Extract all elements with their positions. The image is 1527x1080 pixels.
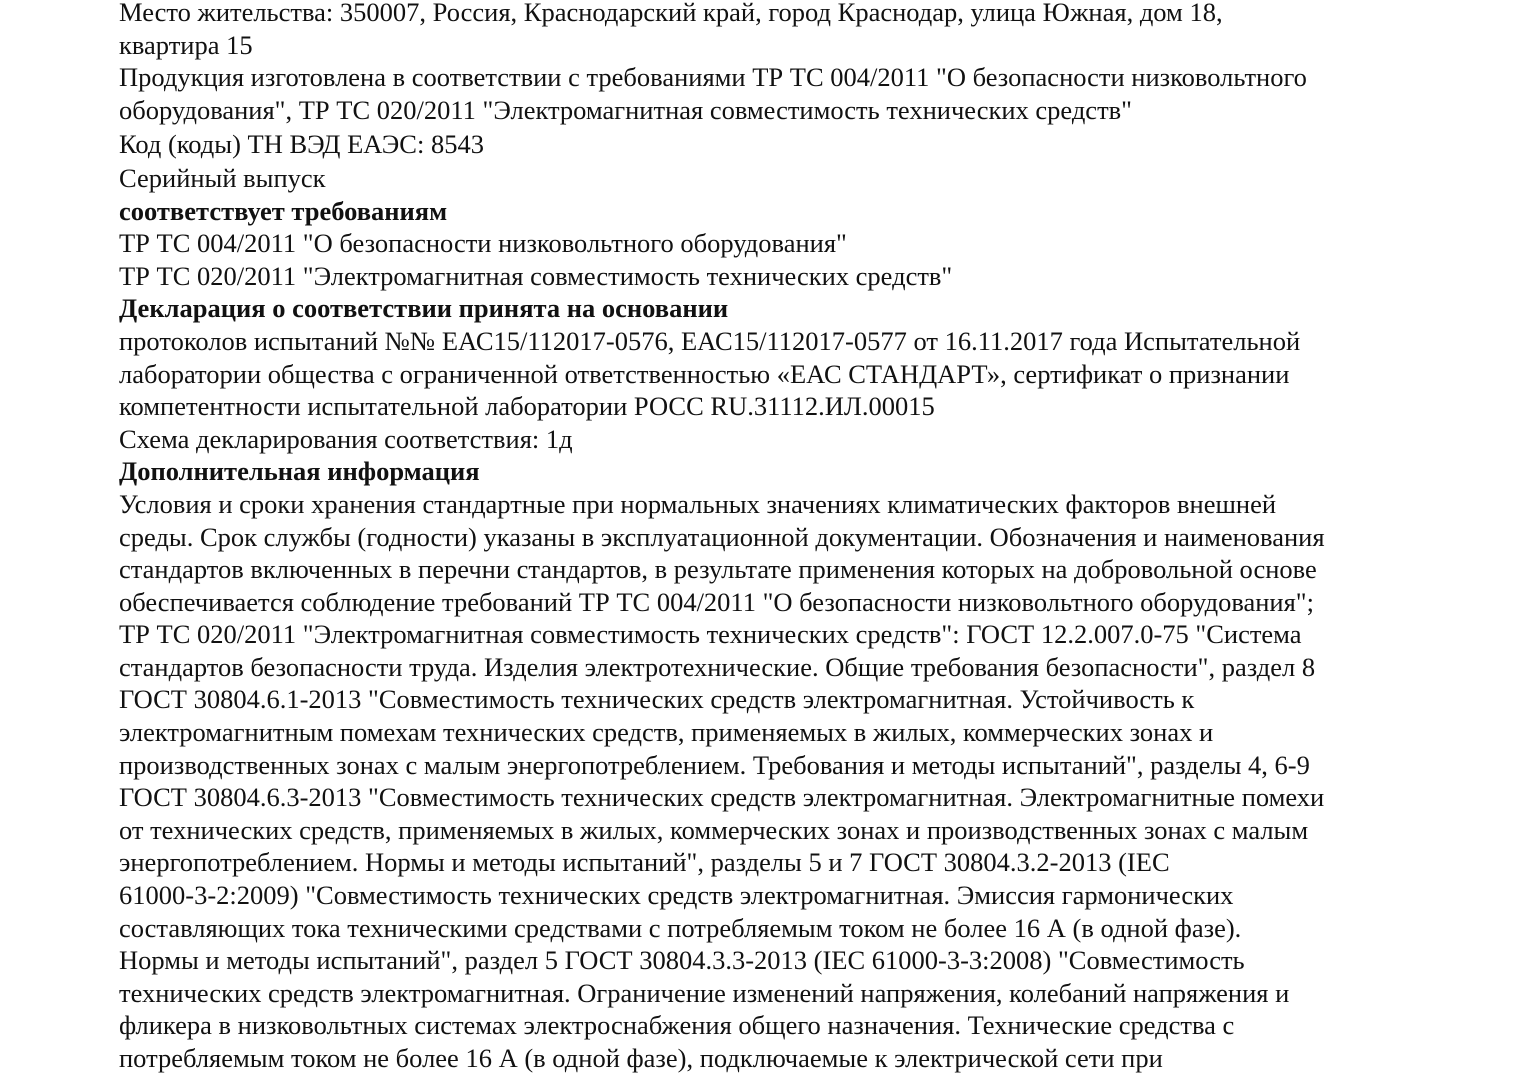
residence-line-1: Место жительства: 350007, Россия, Краснодарский край, город Краснодар, улица Южная, дом 18, bbox=[119, 0, 1223, 27]
basis-line-1: протоколов испытаний №№ ЕАС15/112017-0576, ЕАС15/112017-0577 от 16.11.2017 года Испытательной bbox=[119, 325, 1301, 356]
additional-line-6: стандартов безопасности труда. Изделия электротехнические. Общие требования безопасности", раздел 8 bbox=[119, 651, 1316, 682]
requirement-line-2: ТР ТС 020/2011 "Электромагнитная совместимость технических средств" bbox=[119, 260, 953, 291]
additional-line-17: фликера в низковольтных системах электроснабжения общего назначения. Технические средства с bbox=[119, 1010, 1235, 1041]
heading-additional-info: Дополнительная информация bbox=[119, 456, 480, 487]
additional-line-12: энергопотреблением. Нормы и методы испытаний", разделы 5 и 7 ГОСТ 30804.3.2-2013 (IEC bbox=[119, 847, 1170, 878]
basis-line-2: лаборатории общества с ограниченной ответственностью «ЕАС СТАНДАРТ», сертификат о признании bbox=[119, 358, 1290, 389]
basis-line-3: компетентности испытательной лаборатории РОСС RU.31112.ИЛ.00015 bbox=[119, 391, 935, 422]
additional-line-1: Условия и сроки хранения стандартные при нормальных значениях климатических факторов внешней bbox=[119, 488, 1277, 519]
additional-line-5: ТР ТС 020/2011 "Электромагнитная совместимость технических средств": ГОСТ 12.2.007.0-75 "Система bbox=[119, 619, 1302, 650]
additional-line-13: 61000-3-2:2009) "Совместимость технических средств электромагнитная. Эмиссия гармонических bbox=[119, 880, 1234, 911]
requirement-line-1: ТР ТС 004/2011 "О безопасности низковольтного оборудования" bbox=[119, 228, 847, 259]
residence-line-2: квартира 15 bbox=[119, 29, 253, 60]
document-page bbox=[119, 0, 1509, 1075]
additional-line-9: производственных зонах с малым энергопотреблением. Требования и методы испытаний", разделы 4, 6-9 bbox=[119, 749, 1310, 780]
additional-line-14: составляющих тока техническими средствами с потребляемым током не более 16 А (в одной фазе). bbox=[119, 912, 1242, 943]
additional-line-7: ГОСТ 30804.6.1-2013 "Совместимость технических средств электромагнитная. Устойчивость к bbox=[119, 684, 1195, 715]
production-line-1: Продукция изготовлена в соответствии с требованиями ТР ТС 004/2011 "О безопасности низковольтного bbox=[119, 62, 1307, 93]
additional-line-8: электромагнитным помехам технических средств, применяемых в жилых, коммерческих зонах и bbox=[119, 717, 1214, 748]
additional-line-18: потребляемым током не более 16 А (в одной фазе), подключаемые к электрической сети при bbox=[119, 1043, 1163, 1073]
additional-line-4: обеспечивается соблюдение требований ТР ТС 004/2011 "О безопасности низковольтного оборудования"; bbox=[119, 586, 1314, 617]
serial-production: Серийный выпуск bbox=[119, 162, 326, 193]
additional-line-3: стандартов включенных в перечни стандартов, в результате применения которых на добровольной основе bbox=[119, 554, 1317, 585]
declaration-scheme: Схема декларирования соответствия: 1д bbox=[119, 423, 573, 454]
additional-line-11: от технических средств, применяемых в жилых, коммерческих зонах и производственных зонах с малым bbox=[119, 814, 1309, 845]
production-line-2: оборудования", ТР ТС 020/2011 "Электромагнитная совместимость технических средств" bbox=[119, 94, 1132, 125]
additional-line-16: технических средств электромагнитная. Ограничение изменений напряжения, колебаний напряжения и bbox=[119, 977, 1290, 1008]
additional-line-2: среды. Срок службы (годности) указаны в эксплуатационной документации. Обозначения и наименования bbox=[119, 521, 1325, 552]
tn-ved-code: Код (коды) ТН ВЭД ЕАЭС: 8543 bbox=[119, 128, 484, 159]
additional-line-15: Нормы и методы испытаний", раздел 5 ГОСТ 30804.3.3-2013 (IEC 61000-3-3:2008) "Совместимость bbox=[119, 945, 1245, 976]
additional-line-10: ГОСТ 30804.6.3-2013 "Совместимость технических средств электромагнитная. Электромагнитные помехи bbox=[119, 782, 1325, 813]
heading-declaration-basis: Декларация о соответствии принята на основании bbox=[119, 293, 729, 324]
heading-requirements: соответствует требованиям bbox=[119, 195, 448, 226]
